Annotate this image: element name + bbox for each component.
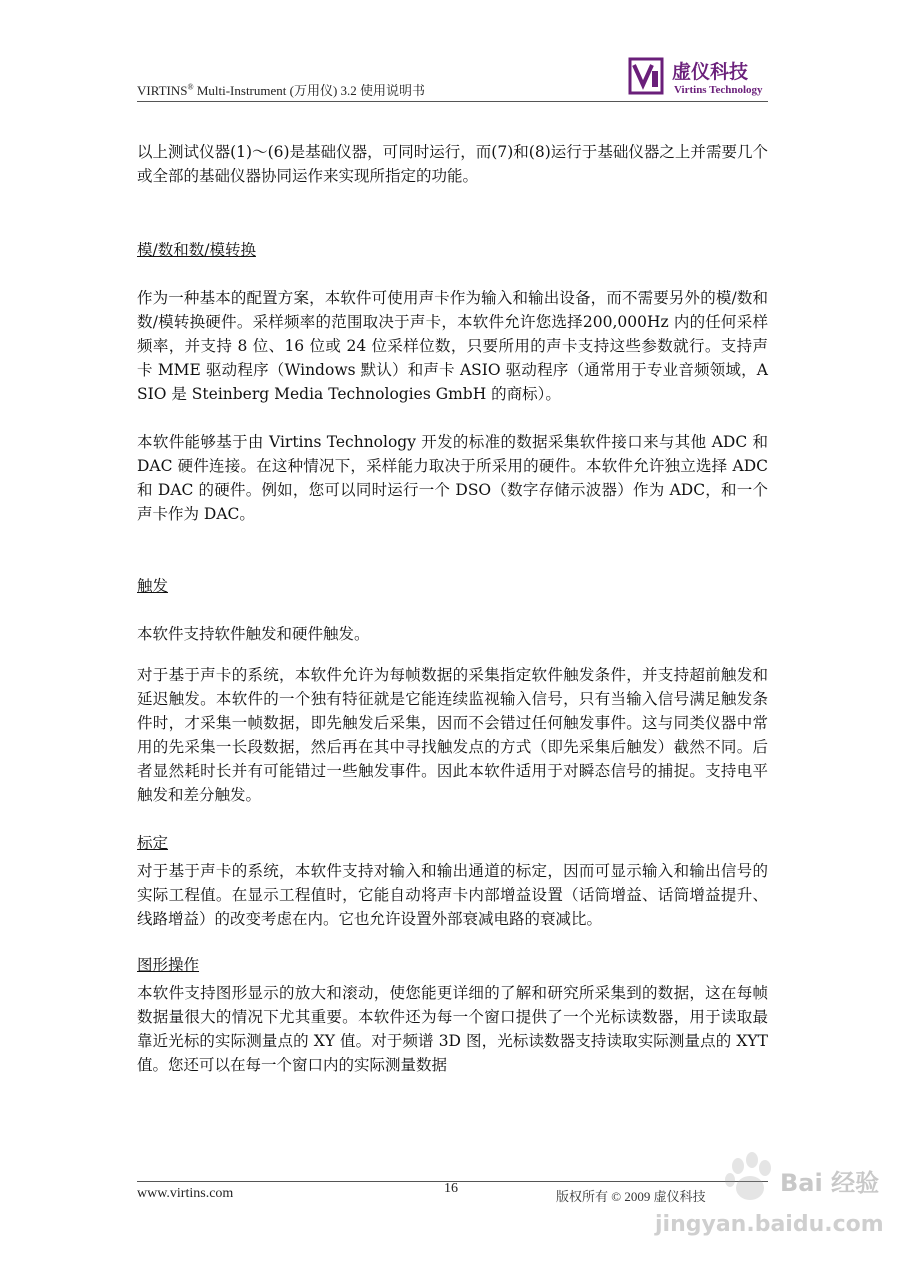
logo-text-en: Virtins Technology bbox=[674, 84, 763, 96]
page-content bbox=[137, 140, 768, 1077]
trigger-paragraph-2: 对于基于声卡的系统，本软件允许为每帧数据的采集指定软件触发条件，并支持超前触发和延迟触发。本软件的一个独有特征就是它能连续监视输入信号，只有当输入信号满足触发条件时，才采集一帧数据，即先触发后采集，因而不会错过任何触发事件。这与同类仪器中常用的先采集一长段数据，然后再在其中寻找触发点的方式（即先采集后触发）截然不同。后者显然耗时长并有可能错过一些触发事件。因此本软件适用于对瞬态信号的捕捉。支持电平触发和差分触发。 bbox=[137, 666, 768, 804]
intro-paragraph: 以上测试仪器(1)～(6)是基础仪器，可同时运行，而(7)和(8)运行于基础仪器之上并需要几个或全部的基础仪器协同运作来实现所指定的功能。 bbox=[137, 143, 768, 185]
virtins-logo-icon bbox=[628, 57, 664, 95]
adda-paragraph-1: 作为一种基本的配置方案，本软件可使用声卡作为输入和输出设备，而不需要另外的模/数和数/模转换硬件。采样频率的范围取决于声卡，本软件允许您选择200,000Hz 内的任何采样频率，并支持 8 位、16 位或 24 位采样位数，只要所用的声卡支持这些参数就行。支持声卡 MME 驱动程序（Windows 默认）和声卡 ASIO 驱动程序（通常用于专业音频领域，ASIO 是 Steinberg Media Technologies GmbH 的商标）。 bbox=[137, 289, 768, 403]
section-heading-trigger: 触发 bbox=[137, 577, 169, 595]
header-title-rest: Multi-Instrument (万用仪) 3.2 使用说明书 bbox=[193, 83, 426, 98]
graph-paragraph: 本软件支持图形显示的放大和滚动，使您能更详细的了解和研究所采集到的数据，这在每帧数据量很大的情况下尤其重要。本软件还为每一个窗口提供了一个光标读数器，用于读取最靠近光标的实际测量点的 XY 值。对于频谱 3D 图，光标读数器支持读取实际测量点的 XYT 值。您还可以在每一个窗口内的实际测量数据 bbox=[137, 984, 768, 1074]
logo-text-cn: 虚仪科技 bbox=[672, 61, 749, 83]
trigger-paragraph-1: 本软件支持软件触发和硬件触发。 bbox=[137, 625, 370, 643]
footer-copyright: 版权所有 © 2009 虚仪科技 bbox=[556, 1189, 706, 1204]
page-number: 16 bbox=[444, 1181, 458, 1196]
header-title bbox=[137, 80, 425, 99]
footer-url: www.virtins.com bbox=[137, 1186, 234, 1201]
baidu-paw-icon bbox=[720, 1148, 780, 1208]
section-heading-adda: 模/数和数/模转换 bbox=[137, 241, 256, 259]
section-heading-graph: 图形操作 bbox=[137, 956, 200, 974]
adda-paragraph-2: 本软件能够基于由 Virtins Technology 开发的标准的数据采集软件接口来与其他 ADC 和 DAC 硬件连接。在这种情况下，采样能力取决于所采用的硬件。本软件允许独立选择 ADC 和 DAC 的硬件。例如，您可以同时运行一个 DSO（数字存储示波器）作为 ADC，和一个声卡作为 DAC。 bbox=[137, 433, 768, 523]
watermark-url: jingyan.baidu.com bbox=[655, 1212, 884, 1237]
header-brand: VIRTINS bbox=[137, 83, 188, 98]
section-heading-calibration: 标定 bbox=[137, 834, 169, 852]
calibration-paragraph: 对于基于声卡的系统，本软件支持对输入和输出通道的标定，因而可显示输入和输出信号的实际工程值。在显示工程值时，它能自动将声卡内部增益设置（话筒增益、话筒增益提升、线路增益）的改变考虑在内。它也允许设置外部衰减电路的衰减比。 bbox=[137, 862, 768, 928]
watermark-text: Bai 经验 bbox=[780, 1169, 880, 1197]
header-divider bbox=[137, 101, 768, 102]
registered-mark: ® bbox=[187, 82, 194, 92]
